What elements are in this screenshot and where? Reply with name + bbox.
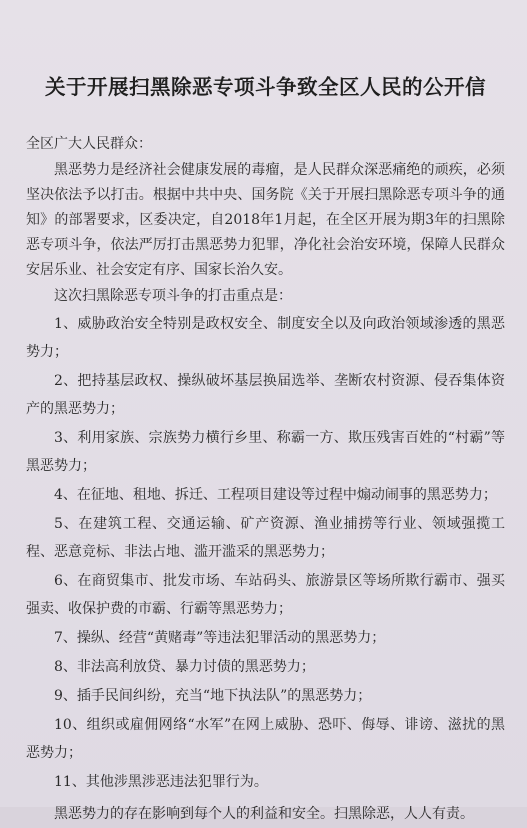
list-item: 4、在征地、租地、拆迁、工程项目建设等过程中煽动闹事的黑恶势力； <box>54 487 497 503</box>
list-item: 8、非法高利放贷、暴力讨债的黑恶势力； <box>54 659 315 675</box>
salutation: 全区广大人民群众： <box>26 136 152 152</box>
list-item: 11、其他涉黑涉恶违法犯罪行为。 <box>54 774 268 790</box>
list-item: 6、在商贸集市、批发市场、车站码头、旅游景区等场所欺行霸市、强买强卖、收保护费的市霸、行霸等黑恶势力； <box>26 573 505 617</box>
intro-paragraph: 黑恶势力是经济社会健康发展的毒瘤，是人民群众深恶痛绝的顽疾，必须坚决依法予以打击。根据中共中央、国务院《关于开展扫黑除恶专项斗争的通知》的部署要求，区委决定，自2018年1月起，在全区开展为期3年的扫黑除恶专项斗争，依法严厉打击黑恶势力犯罪，净化社会治安环境，保障人民群众安居乐业、社会安定有序、国家长治久安。 <box>26 162 505 278</box>
focus-list <box>26 310 505 796</box>
letter-title: 关于开展扫黑除恶专项斗争致全区人民的公开信 <box>45 75 486 99</box>
closing-paragraph: 黑恶势力的存在影响到每个人的利益和安全。扫黑除恶，人人有责。 <box>54 806 474 822</box>
list-item: 2、把持基层政权、操纵破坏基层换届选举、垄断农村资源、侵吞集体资产的黑恶势力； <box>26 373 505 417</box>
list-item: 5、在建筑工程、交通运输、矿产资源、渔业捕捞等行业、领域强揽工程、恶意竞标、非法占地、滥开滥采的黑恶势力； <box>26 516 505 560</box>
list-item: 10、组织或雇佣网络“水军”在网上威胁、恐吓、侮辱、诽谤、滋扰的黑恶势力； <box>26 717 505 761</box>
list-item: 1、威胁政治安全特别是政权安全、制度安全以及向政治领域渗透的黑恶势力； <box>26 316 505 360</box>
list-item: 7、操纵、经营“黄赌毒”等违法犯罪活动的黑恶势力； <box>54 630 386 646</box>
list-item: 9、插手民间纠纷，充当“地下执法队”的黑恶势力； <box>54 688 372 704</box>
focus-heading: 这次扫黑除恶专项斗争的打击重点是： <box>54 288 292 304</box>
list-item: 3、利用家族、宗族势力横行乡里、称霸一方、欺压残害百姓的“村霸”等黑恶势力； <box>26 430 505 474</box>
